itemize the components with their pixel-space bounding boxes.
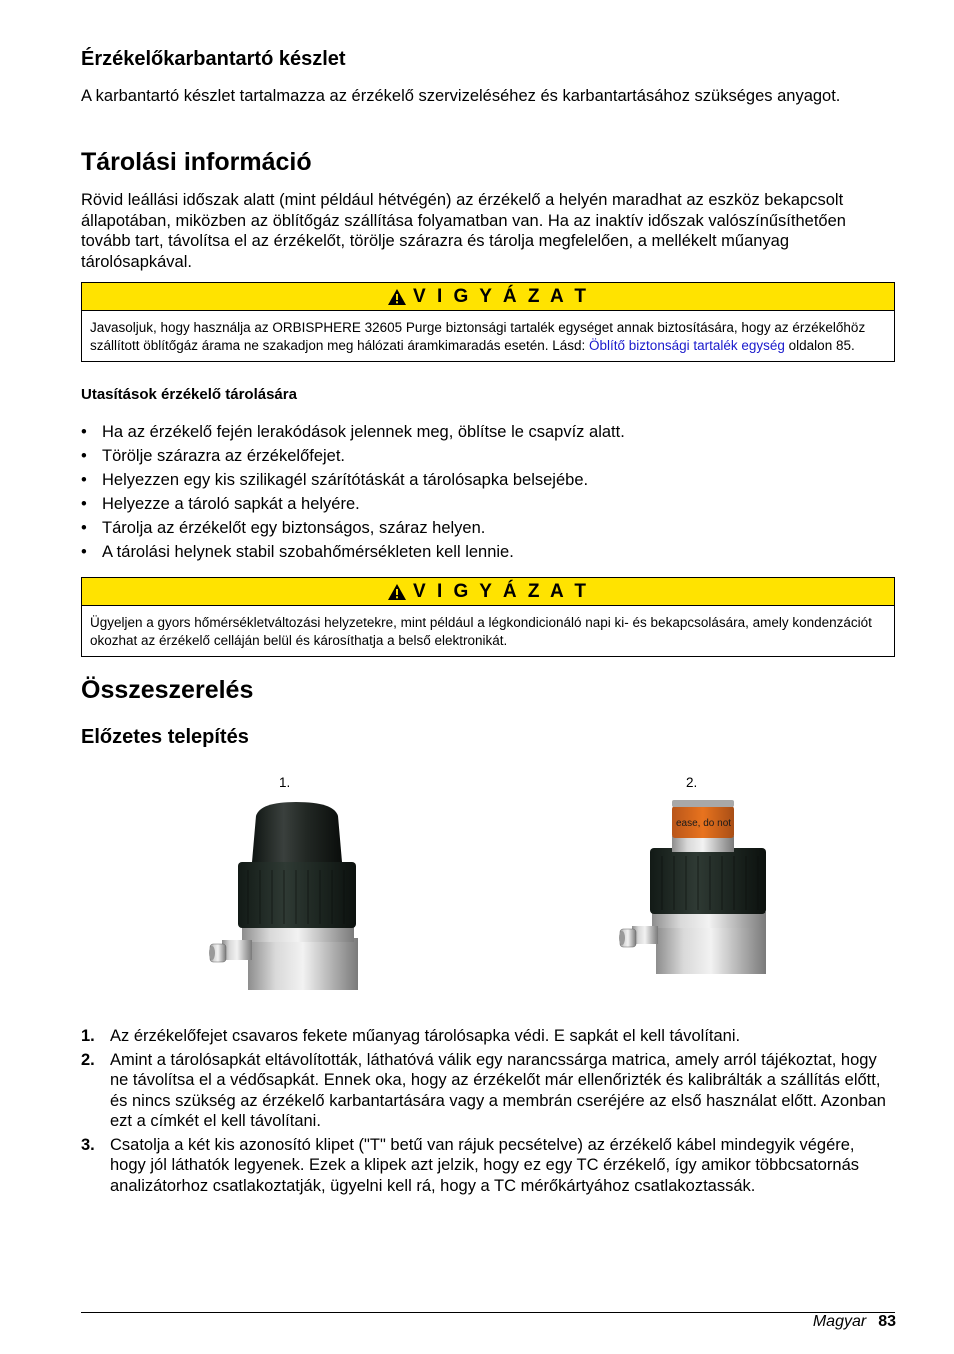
step-item (81, 1050, 893, 1132)
caution-body-2: Ügyeljen a gyors hőmérsékletváltozási helyzetekre, mint például a légkondicionáló napi ki- és bekapcsolására, amely kondenzációt okozhat az érzékelő celláján belül és károsíthatja a belső elektronikát. (90, 615, 872, 648)
figure-1-label: 1. (279, 775, 291, 790)
sticker-text: ease, do not (676, 818, 732, 829)
step-text: Amint a tárolósapkát eltávolították, láthatóvá válik egy narancssárga matrica, amely arról tájékoztat, hogy ne távolítsa el a védősapkát. Ennek oka, hogy az érzékelőt már ellenőrizték és kalibrálták a szállítás előtt, és nincs szükség az érzékelő karbantartására vagy a membrán cseréjére az első használat előtt. Azonban ezt a címkét el kell távolítani. (110, 1050, 886, 1130)
caution-text-1: Javasoljuk, hogy használja az ORBISPHERE 32605 Purge biztonsági tartalék egységet annak biztosítására, hogy az érzékelőhöz szállított öblítőgáz árama ne szakadjon meg hálózati áramkimaradás esetén. Lásd: (90, 320, 866, 353)
caution-body-1 (82, 311, 894, 361)
step-number: 3. (81, 1135, 95, 1154)
footer-language: Magyar (812, 1313, 867, 1330)
storage-instructions-list (81, 422, 625, 566)
storage-heading: Tárolási információ (81, 148, 312, 176)
assembly-heading: Összeszerelés (81, 676, 254, 704)
list-item: • Helyezze a tároló sapkát a helyére. (81, 494, 625, 518)
list-item: • Helyezzen egy kis szilikagél szárítótáskát a tárolósapka belsejébe. (81, 470, 625, 494)
kit-heading: Érzékelőkarbantartó készlet (81, 48, 346, 70)
list-item: • Tárolja az érzékelőt egy biztonságos, száraz helyen. (81, 518, 625, 542)
caution-box-2 (81, 577, 895, 657)
step-item (81, 1026, 893, 1047)
sensor-with-sticker-illustration (608, 798, 768, 974)
caution-header-1 (82, 283, 894, 311)
page-footer (813, 1313, 896, 1331)
assembly-steps-list (81, 1026, 893, 1199)
list-item: • Törölje szárazra az érzékelőfejet. (81, 446, 625, 470)
sensor-with-cap-illustration (200, 798, 360, 990)
purge-backup-link[interactable]: Öblítő biztonsági tartalék egység (589, 337, 785, 353)
warning-triangle-icon (387, 288, 407, 306)
caution-title-1: V I G Y Á Z A T (413, 285, 589, 307)
step-text: Az érzékelőfejet csavaros fekete műanyag tárolósapka védi. E sapkát el kell távolítani. (110, 1027, 741, 1045)
instructions-heading: Utasítások érzékelő tárolására (81, 386, 297, 403)
list-item: • Ha az érzékelő fején lerakódások jelennek meg, öblítse le csapvíz alatt. (81, 422, 625, 446)
list-item: • A tárolási helynek stabil szobahőmérsékleten kell lennie. (81, 542, 625, 566)
footer-divider (81, 1312, 895, 1313)
caution-title-2: V I G Y Á Z A T (413, 580, 589, 602)
step-number: 1. (81, 1027, 95, 1045)
caution-header-2 (82, 578, 894, 606)
step-text: Csatolja a két kis azonosító klipet ("T" betű van rájuk pecsételve) az érzékelő kábel mindegyik végére, hogy jól láthatók legyenek. Ezek a klipek azt jelzik, hogy ez egy TC érzékelő, így amikor többcsatornás analizátorhoz csatlakoztatják, ügyelni kell rá, hogy a TC mérőkártyához csatlakoztassák. (110, 1135, 859, 1195)
storage-text: Rövid leállási időszak alatt (mint például hétvégén) az érzékelő a helyén maradhat az eszköz bekapcsolt állapotában, miközben az öblítőgáz szállítása folyamatban van. Ha az inaktív időszak valószínűsíthetően tovább tart, távolítsa el az érzékelőt, törölje szárazra és tárolja megfelelően, a mellékelt műanyag tárolósapkával. (81, 191, 846, 271)
kit-text: A karbantartó készlet tartalmazza az érzékelő szervizeléséhez és karbantartásához szükséges anyagot. (81, 87, 841, 105)
page-number: 83 (878, 1313, 896, 1330)
step-item (81, 1135, 893, 1197)
pre-installation-heading: Előzetes telepítés (81, 726, 249, 748)
step-number: 2. (81, 1050, 95, 1069)
figure-2-label: 2. (686, 775, 698, 790)
warning-triangle-icon (387, 583, 407, 601)
caution-box-1 (81, 282, 895, 362)
caution-suffix-1: oldalon 85. (784, 337, 855, 353)
